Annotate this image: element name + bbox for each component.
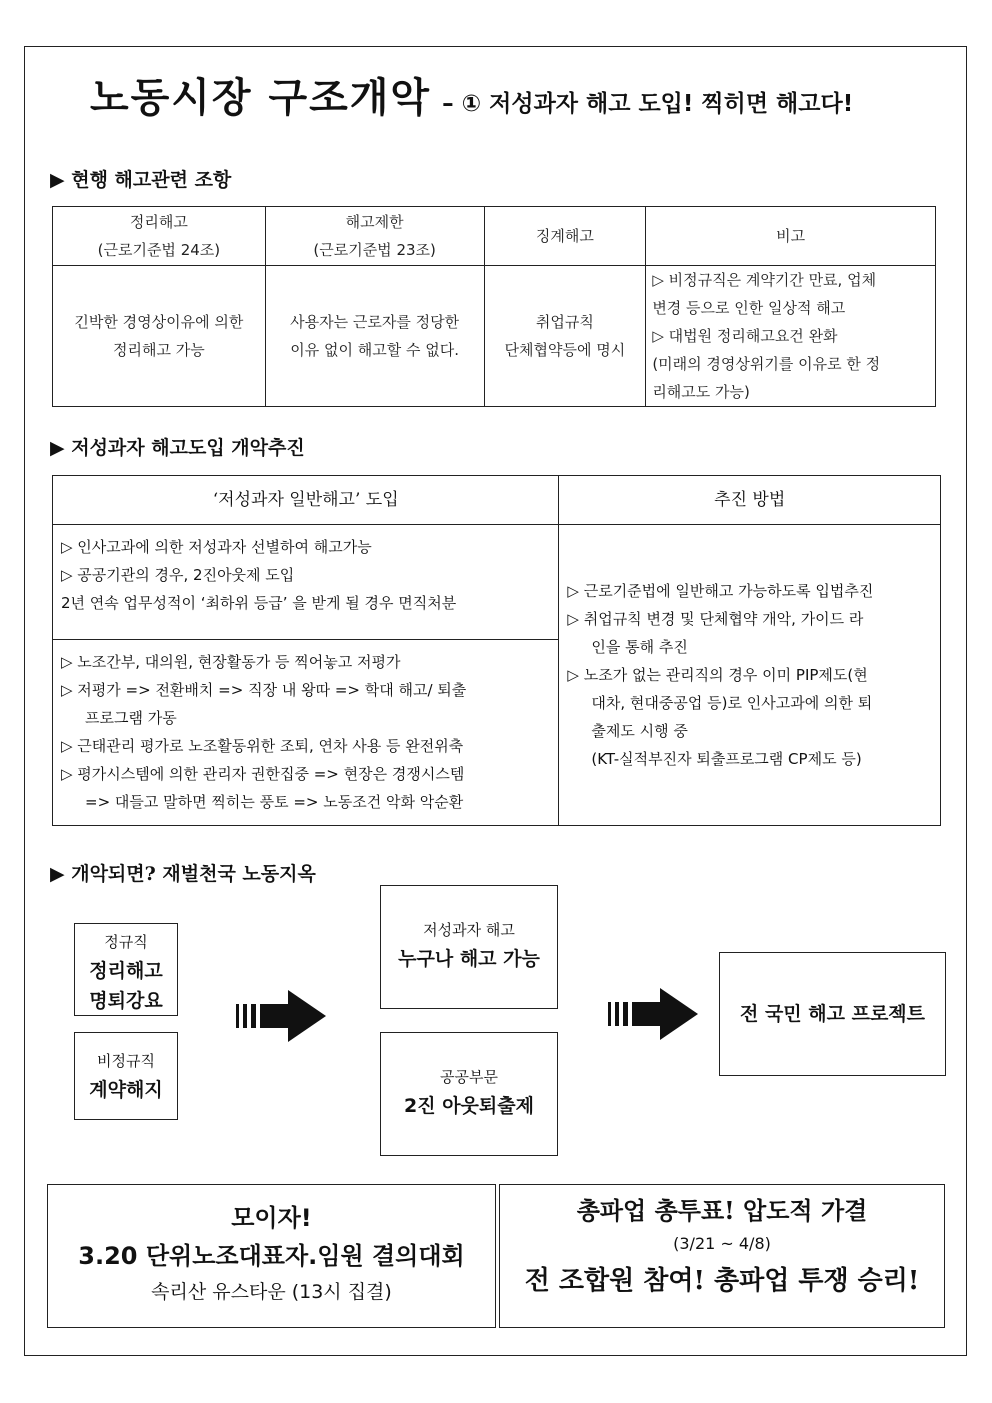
header-cell (53, 207, 266, 266)
list-item: 2년 연속 업무성적이 ‘최하위 등급’ 을 받게 될 경우 면직처분 (61, 594, 457, 612)
national-dismissal-box (719, 952, 946, 1076)
header-text: 정리해고 (129, 213, 188, 231)
right-arrow-icon (608, 986, 700, 1042)
box-label: 비정규직 (97, 1052, 155, 1070)
table-cell (265, 266, 484, 407)
cell-text: 정리해고 가능 (113, 341, 205, 359)
rally-location: 속리산 유스타운 (13시 집결) (151, 1281, 392, 1303)
header-text: 비고 (776, 227, 806, 245)
list1-cell (53, 525, 559, 640)
table-cell-note (646, 266, 936, 407)
header-text: 징계해고 (535, 227, 594, 245)
box-label: 저성과자 해고 (423, 921, 515, 939)
section1-heading: ▶ 현행 해고관련 조항 (50, 169, 232, 191)
rally-notice-box (47, 1184, 496, 1328)
rally-title: 모이자! (231, 1204, 312, 1232)
list-item: (KT-실적부진자 퇴출프로그램 CP제도 등) (591, 750, 862, 768)
list-item: ▷ 노조간부, 대의원, 현장활동가 등 찍어놓고 저평가 (61, 653, 401, 671)
box-text: 명퇴강요 (89, 990, 163, 1012)
cell-text: 리해고도 가능) (652, 383, 750, 401)
cell-text: 단체협약등에 명시 (504, 341, 626, 359)
dismissal-table (52, 206, 936, 407)
list3-cell (559, 525, 941, 826)
list2-cell (53, 640, 559, 826)
list-item: ▷ 인사고과에 의한 저성과자 선별하여 해고가능 (61, 538, 372, 556)
cell-text: 취업규칙 (535, 313, 594, 331)
list-item: 프로그램 가동 (85, 709, 177, 727)
list-item: ▷ 노조가 없는 관리직의 경우 이미 PIP제도(현 (567, 666, 868, 684)
header-cell (646, 207, 936, 266)
section3-heading: ▶ 개악되면? 재벌천국 노동지옥 (50, 863, 316, 885)
box-label: 정규직 (104, 933, 148, 951)
box-text: 2진 아웃퇴출제 (404, 1095, 534, 1117)
table-cell (53, 266, 266, 407)
cell-text: (미래의 경영상위기를 이유로 한 정 (652, 355, 881, 373)
cell-text: 이유 없이 해고할 수 없다. (290, 341, 459, 359)
strike-slogan: 전 조합원 참여! 총파업 투쟁 승리! (524, 1266, 920, 1296)
section2-heading: ▶ 저성과자 해고도입 개악추진 (50, 437, 305, 459)
lowperf-table (52, 475, 941, 826)
header-text: (근로기준법 23조) (313, 241, 436, 259)
right-arrow-icon (236, 988, 328, 1044)
list-item: ▷ 근태관리 평가로 노조활동위한 조퇴, 연차 사용 등 완전위축 (61, 737, 464, 755)
list-item: ▷ 근로기준법에 일반해고 가능하도록 입법추진 (567, 582, 874, 600)
cell-text: 사용자는 근로자를 정당한 (290, 313, 460, 331)
rally-event: 3.20 단위노조대표자.임원 결의대회 (78, 1242, 465, 1270)
box-text: 계약해지 (89, 1079, 163, 1101)
header-text: (근로기준법 24조) (97, 241, 221, 259)
title-main: 노동시장 구조개악 (90, 75, 432, 121)
table-header-row (53, 476, 941, 525)
list-item: ▷ 공공기관의 경우, 2진아웃제 도입 (61, 566, 295, 584)
box-text: 누구나 해고 가능 (398, 948, 540, 970)
list-item: ▷ 평가시스템에 의한 관리자 권한집중 => 현장은 경쟁시스템 (61, 765, 465, 783)
box-label: 공공부문 (440, 1068, 498, 1086)
lowperf-dismissal-box (380, 885, 558, 1009)
table-header-row (53, 207, 936, 266)
box-text: 전 국민 해고 프로젝트 (739, 1003, 926, 1025)
title-sub: – ① 저성과자 해고 도입! 찍히면 해고다! (442, 91, 854, 117)
box-text: 정리해고 (89, 960, 163, 982)
table-row (53, 525, 941, 640)
public-sector-box (380, 1032, 558, 1156)
header-text: 해고제한 (345, 213, 404, 231)
cell-text: 긴박한 경영상이유에 의한 (74, 313, 244, 331)
list-item: => 대들고 말하면 찍히는 풍토 => 노동조건 악화 악순환 (85, 793, 464, 811)
list-item: 인을 통해 추진 (591, 638, 688, 656)
strike-dates: (3/21 ~ 4/8) (673, 1234, 771, 1253)
header-cell (484, 207, 646, 266)
list-item: 대차, 현대중공업 등)로 인사고과에 의한 퇴 (591, 694, 873, 712)
cell-text: ▷ 대법원 정리해고요건 완화 (652, 327, 838, 345)
cell-text: 변경 등으로 인한 일상적 해고 (652, 299, 846, 317)
table-row (53, 266, 936, 407)
page-title (90, 66, 853, 123)
regular-worker-box (74, 923, 178, 1016)
table-cell (484, 266, 646, 407)
strike-title: 총파업 총투표! 압도적 가결 (576, 1196, 868, 1225)
irregular-worker-box (74, 1032, 178, 1120)
list-item: ▷ 취업규칙 변경 및 단체협약 개악, 가이드 라 (567, 610, 864, 628)
col2-header: 추진 방법 (559, 476, 941, 525)
list-item: ▷ 저평가 => 전환배치 => 직장 내 왕따 => 학대 해고/ 퇴출 (61, 681, 467, 699)
col1-header: ‘저성과자 일반해고’ 도입 (53, 476, 559, 525)
list-item: 출제도 시행 중 (591, 722, 688, 740)
cell-text: ▷ 비정규직은 계약기간 만료, 업체 (652, 271, 877, 289)
strike-vote-box (499, 1184, 945, 1328)
header-cell (265, 207, 484, 266)
